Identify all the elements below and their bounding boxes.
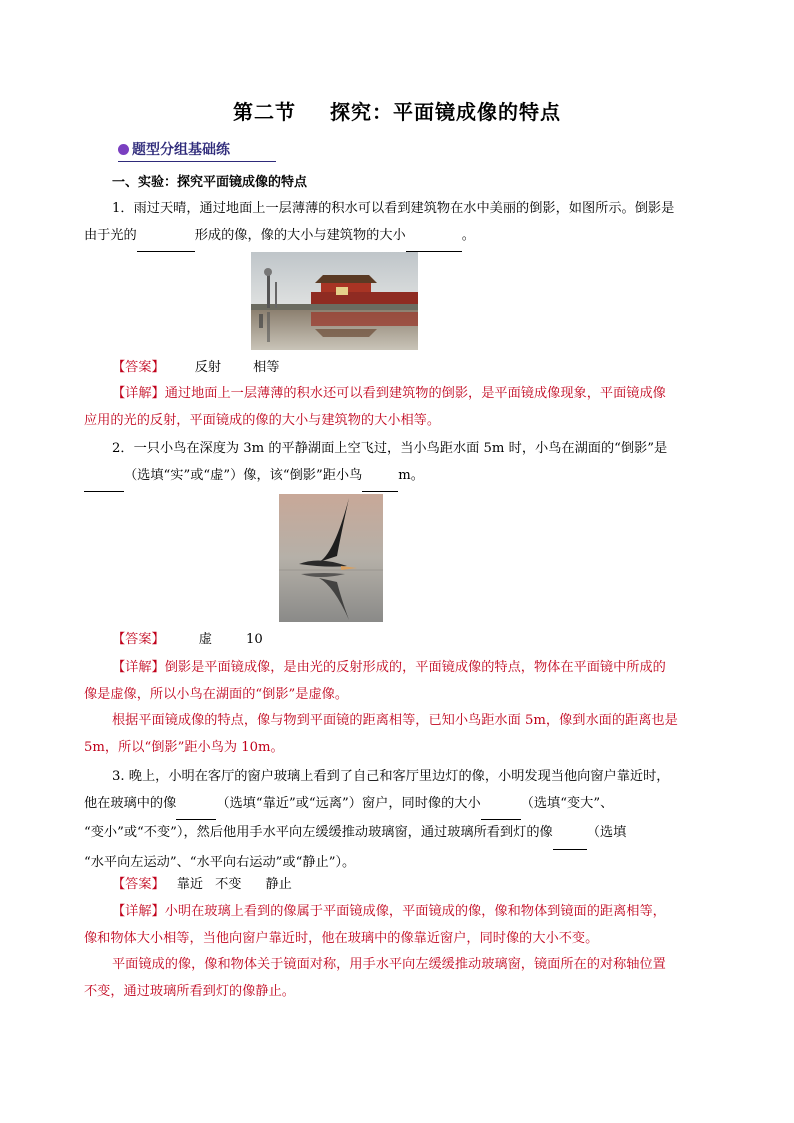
answer-label: 【答案】	[112, 360, 165, 375]
detail-3: 【详解】小明在玻璃上看到的像属于平面镜成像，平面镜成的像，像和物体到镜面的距离相等， 像和物体大小相等，当他向窗户靠近时，他在玻璃中的像靠近窗户，同时像的大小不变。 平面镜成的像，像和物体关于镜面对称，用手水平向左缓缓推动玻璃窗，镜面所在的对称轴位置 不变，通过玻璃所看到灯的像静止。	[84, 904, 666, 999]
section-tag: 题型分组基础练	[118, 139, 276, 162]
blank-4[interactable]	[362, 465, 398, 493]
blank-7[interactable]	[553, 822, 587, 850]
answer-label: 【答案】	[112, 632, 165, 647]
question-1: 1．雨过天晴，通过地面上一层薄薄的积水可以看到建筑物在水中美丽的倒影，如图所示。倒影是 由于光的 形成的像，像的大小与建筑物的大小 。	[84, 196, 712, 252]
section-heading: 一、实验：探究平面镜成像的特点	[112, 175, 308, 190]
detail-label: 【详解】	[112, 904, 165, 919]
blank-2[interactable]	[406, 225, 462, 253]
answer-2: 【答案】 虚 10	[112, 632, 263, 647]
blank-1[interactable]	[137, 225, 195, 253]
bird-reflection-image	[279, 494, 383, 622]
title-topic: 探究：平面镜成像的特点	[330, 100, 561, 124]
detail-label: 【详解】	[112, 660, 165, 675]
answer-1: 【答案】 反射 相等	[112, 360, 280, 375]
question-2: 2．一只小鸟在深度为 3m 的平静湖面上空飞过，当小鸟距水面 5m 时，小鸟在湖面的“倒影”是 （选填“实”或“虚”）像，该“倒影”距小鸟 m。	[84, 436, 712, 492]
answer-3: 【答案】 靠近 不变 静止	[112, 877, 292, 892]
bullet-dot-icon	[118, 144, 129, 155]
blank-3[interactable]	[84, 465, 124, 493]
blank-5[interactable]	[176, 793, 216, 821]
detail-label: 【详解】	[112, 386, 165, 401]
tiananmen-reflection-image	[251, 252, 418, 350]
detail-2: 【详解】倒影是平面镜成像，是由光的反射形成的，平面镜成像的特点，物体在平面镜中所成的 像是虚像，所以小鸟在湖面的“倒影”是虚像。 根据平面镜成像的特点，像与物到平面镜的距离相等，已知小鸟距水面 5m，像到水面的距离也是 5m，所以“倒影”距小鸟为 10m。	[84, 660, 678, 755]
question-3: 3. 晚上，小明在客厅的窗户玻璃上看到了自己和客厅里边灯的像，小明发现当他向窗户靠近时， 他在玻璃中的像 （选填“靠近”或“远离”）窗户，同时像的大小 （选填“变大”、 “变小”或“不变”），然后他用手水平向左缓缓推动玻璃窗，通过玻璃所看到灯的像 （选填 “水平向左运动”、“水平向右运动”或“静止”）。	[84, 769, 670, 870]
page-title	[0, 96, 794, 125]
title-section-number: 第二节	[233, 100, 296, 124]
answer-label: 【答案】	[112, 877, 165, 892]
detail-1: 【详解】通过地面上一层薄薄的积水还可以看到建筑物的倒影，是平面镜成像现象，平面镜成像 应用的光的反射，平面镜成的像的大小与建筑物的大小相等。	[84, 386, 666, 428]
blank-6[interactable]	[481, 793, 521, 821]
